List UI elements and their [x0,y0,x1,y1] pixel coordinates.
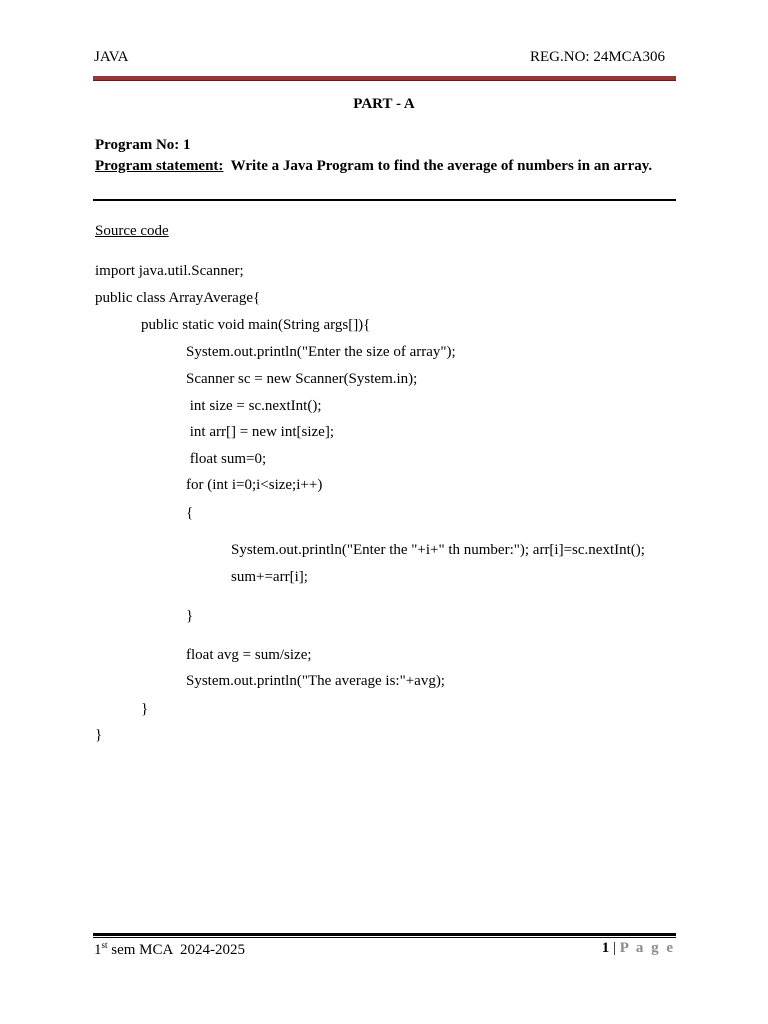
code-line: { [186,505,194,521]
code-line: float avg = sum/size; [186,647,312,663]
code-line: } [141,701,149,717]
code-line: } [186,608,194,624]
footer-page-number [602,940,675,957]
source-code-label: Source code [95,223,169,239]
footer-rule-thick [93,933,676,936]
code-line: } [95,727,103,743]
code-line: System.out.println("Enter the size of array"); [186,344,456,360]
semester-number: 1 [94,942,102,958]
program-number: Program No: 1 [95,137,191,153]
code-line: float sum=0; [186,451,267,467]
code-line: for (int i=0;i<size;i++) [186,477,323,493]
code-line: int arr[] = new int[size]; [186,424,334,440]
section-divider [93,199,676,201]
header-subject: JAVA [94,49,129,65]
footer-semester [94,940,245,959]
page-number: 1 [601,940,610,956]
code-line: public static void main(String args[]){ [141,317,371,333]
semester-text: sem MCA 2024-2025 [107,942,246,958]
semester-suffix: st [101,940,108,950]
header-reg-no: REG.NO: 24MCA306 [529,49,665,65]
code-line: sum+=arr[i]; [231,569,308,585]
footer-rule-thin [93,937,676,938]
page-word: P a g e [619,940,675,956]
code-line: System.out.println("Enter the "+i+" th number:"); arr[i]=sc.nextInt(); [231,542,645,558]
statement-label: Program statement: [95,158,224,174]
header-rule [93,76,676,81]
code-line: int size = sc.nextInt(); [186,398,322,414]
code-line: System.out.println("The average is:"+avg); [186,673,445,689]
code-line: public class ArrayAverage{ [95,290,261,306]
program-statement [95,158,652,175]
code-line: import java.util.Scanner; [95,263,244,279]
code-line: Scanner sc = new Scanner(System.in); [186,371,418,387]
page-separator: | [609,940,620,956]
part-title: PART - A [353,96,415,112]
statement-text: Write a Java Program to find the average of numbers in an array. [223,158,653,174]
